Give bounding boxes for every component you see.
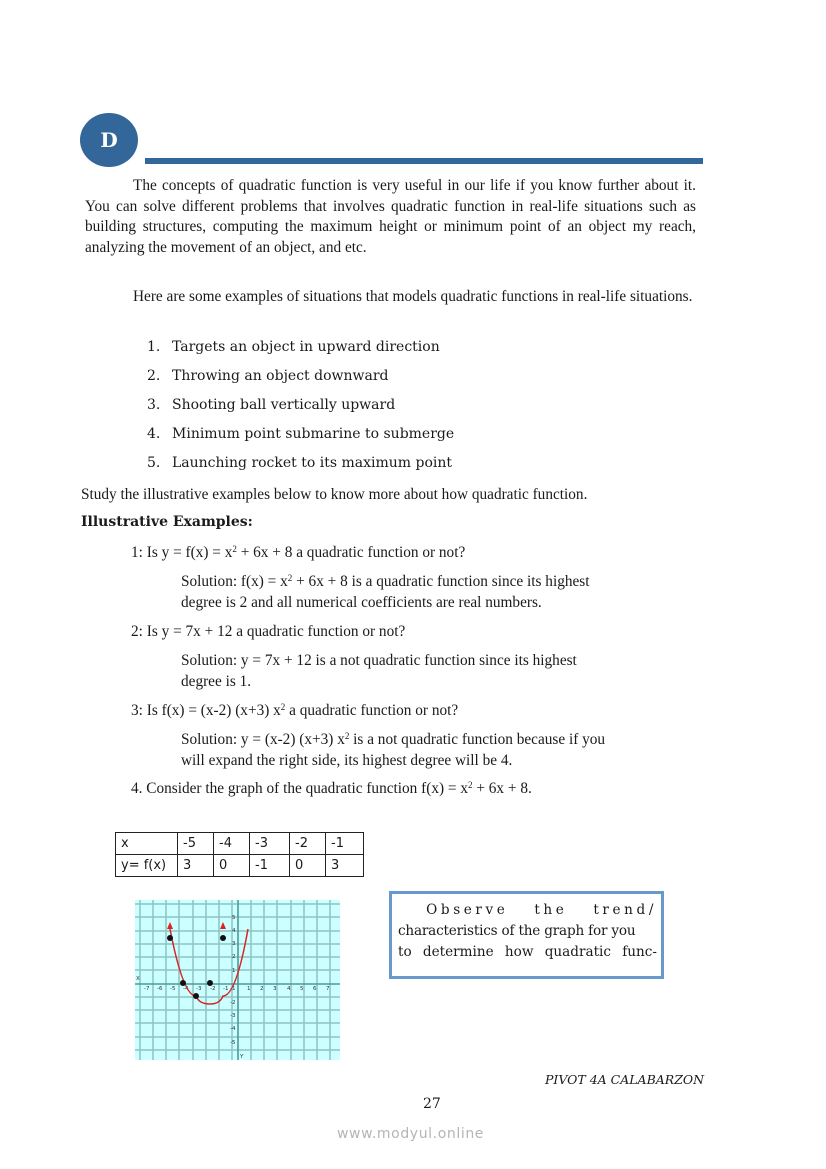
svg-text:-1: -1 (230, 986, 236, 992)
intro-paragraph-1: The concepts of quadratic function is very useful in our life if you know further about it. You can solve different problems that involves quadratic function in real-life situations such as building structures, computing the maximum height or minimum point of an object my reach, analyzing the movement of an object, and etc. (85, 177, 696, 257)
section-badge (80, 113, 138, 167)
example-1-solution-line-2: degree is 2 and all numerical coefficients are real numbers. (181, 594, 542, 611)
situations-list (147, 337, 454, 482)
svg-text:-5: -5 (170, 986, 176, 992)
table-cell: -1 (250, 855, 290, 877)
svg-text:1: 1 (232, 968, 236, 974)
svg-text:4: 4 (287, 986, 291, 992)
svg-text:-6: -6 (157, 986, 163, 992)
svg-text:-2: -2 (210, 986, 216, 992)
watermark: www.modyul.online (337, 1126, 485, 1142)
svg-text:-1: -1 (223, 986, 229, 992)
intro-paragraph-2: Here are some examples of situations that models quadratic functions in real-life situations. (133, 288, 693, 305)
table-cell: 3 (178, 855, 214, 877)
example-3-solution-line-2: will expand the right side, its highest degree will be 4. (181, 752, 513, 769)
svg-text:-2: -2 (230, 1000, 236, 1006)
table-cell: 3 (326, 855, 364, 877)
svg-text:-4: -4 (183, 986, 189, 992)
table-header-x: x (116, 833, 178, 855)
graph-svg (135, 900, 340, 1060)
page-number: 27 (423, 1096, 441, 1112)
svg-text:-3: -3 (230, 1013, 236, 1019)
note-line-2: characteristics of the graph for you (398, 923, 636, 939)
table-cell: -1 (326, 833, 364, 855)
svg-text:2: 2 (260, 986, 264, 992)
svg-text:X: X (136, 976, 140, 982)
table-row-y (116, 855, 364, 877)
section-letter: D (100, 128, 118, 152)
svg-text:7: 7 (326, 986, 330, 992)
table-cell: 0 (290, 855, 326, 877)
illustrative-heading: Illustrative Examples: (81, 514, 253, 530)
section-divider (145, 158, 703, 164)
svg-text:3: 3 (232, 941, 236, 947)
example-2-question: 2: Is y = 7x + 12 a quadratic function or not? (131, 623, 406, 640)
example-1-question: 1: Is $y = f(x) = x^2 + 6x + 8$ a quadratic function or not? (131, 544, 466, 561)
note-line-3: to determine how quadratic func- (398, 944, 657, 960)
svg-text:2: 2 (232, 954, 236, 960)
svg-text:-3: -3 (196, 986, 202, 992)
parabola-graph (135, 900, 340, 1060)
list-item: 2. Throwing an object downward (147, 368, 389, 384)
example-3-question: 3: Is f(x) = (x-2) (x+3) $x^2$ a quadratic function or not? (131, 702, 459, 719)
list-item: 4. Minimum point submarine to submerge (147, 426, 455, 442)
example-2-solution-line-2: degree is 1. (181, 673, 252, 690)
svg-text:5: 5 (300, 986, 304, 992)
list-item: 3. Shooting ball vertically upward (147, 397, 396, 413)
svg-text:-5: -5 (230, 1040, 236, 1046)
table-cell: -3 (250, 833, 290, 855)
table-cell: 0 (214, 855, 250, 877)
table-cell: -5 (178, 833, 214, 855)
note-line-1: Observe the trend/ (426, 902, 657, 918)
observe-note-box (389, 891, 664, 979)
table-row-x (116, 833, 364, 855)
study-instruction: Study the illustrative examples below to know more about how quadratic function. (81, 486, 588, 503)
example-1-solution-line-1: Solution: $f(x) = x^2 + 6x + 8$ is a quadratic function since its highest (181, 573, 590, 590)
table-header-y: y= f(x) (116, 855, 178, 877)
svg-text:4: 4 (232, 928, 236, 934)
example-3-solution-line-1: Solution: y = (x-2) (x+3) $x^2$ is a not quadratic function because if you (181, 731, 606, 748)
values-table (115, 832, 364, 877)
svg-text:-7: -7 (144, 986, 150, 992)
example-4-question: 4. Consider the graph of the quadratic function $f(x) = x^2 + 6x + 8$. (131, 780, 532, 797)
table-cell: -4 (214, 833, 250, 855)
list-item: 1. Targets an object in upward direction (147, 339, 440, 355)
footer-label: PIVOT 4A CALABARZON (545, 1072, 705, 1087)
svg-text:Y: Y (240, 1054, 244, 1060)
svg-text:3: 3 (273, 986, 277, 992)
svg-text:1: 1 (247, 986, 251, 992)
svg-text:6: 6 (313, 986, 317, 992)
example-2-solution-line-1: Solution: y = 7x + 12 is a not quadratic function since its highest (181, 652, 577, 669)
table-cell: -2 (290, 833, 326, 855)
svg-text:5: 5 (232, 915, 236, 921)
list-item: 5. Launching rocket to its maximum point (147, 455, 453, 471)
svg-text:-4: -4 (230, 1026, 236, 1032)
